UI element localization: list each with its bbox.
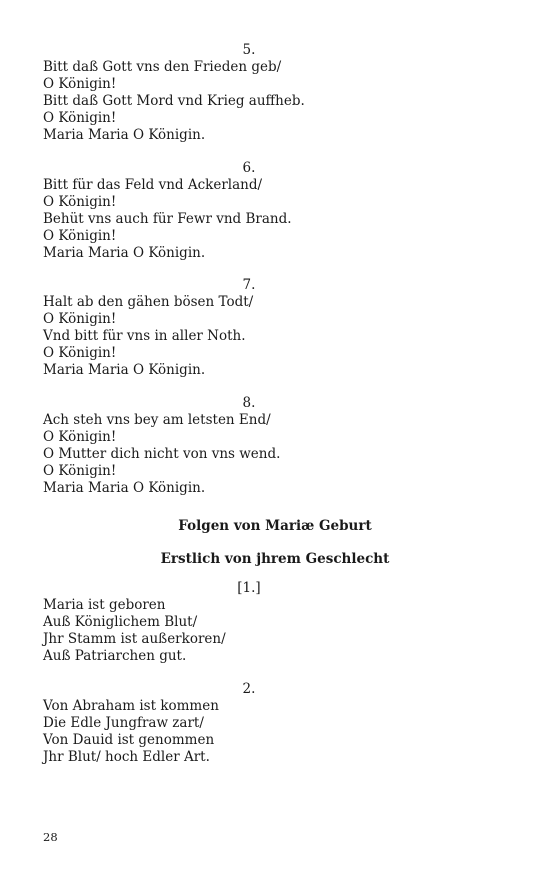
stanza-7: [43, 277, 503, 379]
stanza-number: 8.: [242, 395, 256, 411]
verse-line: Die Edle Jungfraw zart/: [43, 715, 204, 731]
verse-line: Maria ist geboren: [43, 597, 166, 613]
verse-line: O Mutter dich nicht von vns wend.: [43, 446, 281, 462]
verse-line: Maria Maria O Königin.: [43, 480, 206, 496]
verse-line: Maria Maria O Königin.: [43, 127, 206, 143]
verse-line: Von Abraham ist kommen: [43, 698, 219, 714]
verse-line: O Königin!: [43, 311, 117, 327]
verse-line: O Königin!: [43, 463, 117, 479]
verse-line: O Königin!: [43, 110, 117, 126]
verse-line: Auß Königlichem Blut/: [43, 614, 198, 630]
verse-line: Bitt daß Gott vns den Frieden geb/: [43, 59, 282, 75]
song-stanza-1: [43, 580, 503, 665]
song-stanza-2: [43, 681, 503, 766]
stanza-5: [43, 42, 503, 144]
page-number: 28: [43, 830, 58, 844]
verse-line: Auß Patriarchen gut.: [43, 648, 187, 664]
verse-line: Jhr Stamm ist außerkoren/: [43, 631, 226, 647]
verse-line: Behüt vns auch für Fewr vnd Brand.: [43, 211, 292, 227]
section-heading: Folgen von Mariæ Geburt: [178, 518, 372, 534]
verse-line: O Königin!: [43, 429, 117, 445]
verse-line: Ach steh vns bey am letsten End/: [43, 412, 271, 428]
verse-line: Von Dauid ist genommen: [43, 732, 215, 748]
verse-line: Bitt für das Feld vnd Ackerland/: [43, 177, 263, 193]
verse-line: O Königin!: [43, 345, 117, 361]
verse-line: Maria Maria O Königin.: [43, 245, 206, 261]
stanza-number: 7.: [242, 277, 256, 293]
verse-line: Halt ab den gähen bösen Todt/: [43, 294, 254, 310]
verse-line: Jhr Blut/ hoch Edler Art.: [43, 749, 210, 765]
verse-line: O Königin!: [43, 76, 117, 92]
stanza-8: [43, 395, 503, 497]
stanza-number: 2.: [242, 681, 256, 697]
stanza-number: [1.]: [237, 580, 261, 596]
stanza-6: [43, 160, 503, 262]
verse-line: O Königin!: [43, 194, 117, 210]
verse-line: O Königin!: [43, 228, 117, 244]
verse-line: Maria Maria O Königin.: [43, 362, 206, 378]
stanza-number: 6.: [242, 160, 256, 176]
verse-line: Vnd bitt für vns in aller Noth.: [43, 328, 246, 344]
section-subheading: Erstlich von jhrem Geschlecht: [160, 551, 390, 567]
verse-line: Bitt daß Gott Mord vnd Krieg auffheb.: [43, 93, 305, 109]
stanza-number: 5.: [242, 42, 256, 58]
